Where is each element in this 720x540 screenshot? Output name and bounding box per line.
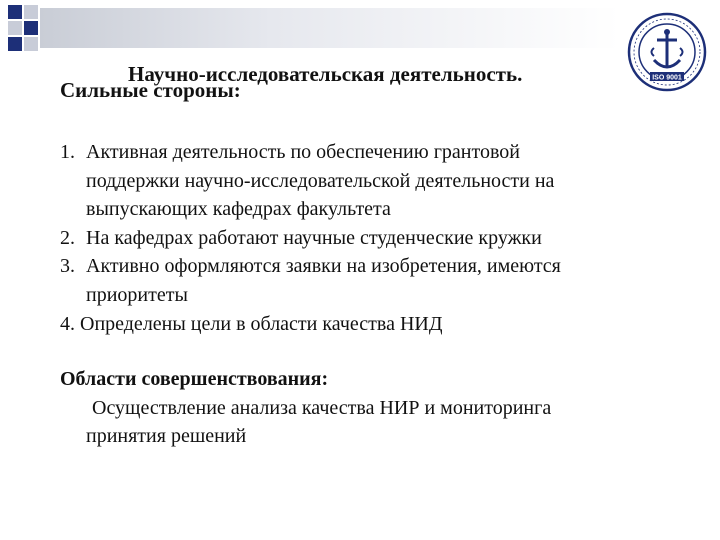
strength-line: поддержки научно-исследовательской деятельности на: [86, 169, 555, 192]
strength-line: Активно оформляются заявки на изобретения, имеются: [86, 255, 561, 278]
strength-line: На кафедрах работают научные студенческие кружки: [86, 226, 542, 249]
strength-item-4: [60, 310, 700, 339]
decor-square-navy-1: [8, 5, 22, 19]
strength-line: выпускающих кафедрах факультета: [86, 198, 391, 221]
improvement-line: Осуществление анализа качества НИР и мониторинга: [92, 396, 552, 419]
strength-number: 4.: [60, 312, 75, 335]
decor-square-navy-3: [8, 37, 22, 51]
strength-number: 1.: [60, 141, 75, 163]
decor-square-grey-2: [8, 21, 22, 35]
strength-item-2: [60, 224, 700, 253]
strength-number: 2.: [60, 226, 75, 249]
strength-item-3: [60, 252, 700, 309]
slide-body: [60, 138, 700, 451]
strength-number: 3.: [60, 255, 75, 278]
logo-iso-label: ISO 9001: [652, 74, 682, 82]
decor-gradient-band: [40, 8, 620, 48]
decor-square-grey-3: [24, 37, 38, 51]
decor-square-navy-2: [24, 21, 38, 35]
decor-square-grey-1: [24, 5, 38, 19]
improvement-line: принятия решений: [86, 425, 247, 448]
slide-subtitle: Сильные стороны:: [60, 78, 241, 102]
strength-item-1: [60, 138, 700, 224]
university-emblem-icon: [624, 12, 710, 92]
strength-line: Активная деятельность по обеспечению грантовой: [86, 141, 520, 163]
improvement-heading: Области совершенствования:: [60, 368, 329, 391]
slide-title: Научно-исследовательская деятельность.: [128, 62, 523, 86]
strength-line: Определены цели в области качества НИД: [80, 312, 443, 335]
strength-line: приоритеты: [86, 283, 188, 306]
